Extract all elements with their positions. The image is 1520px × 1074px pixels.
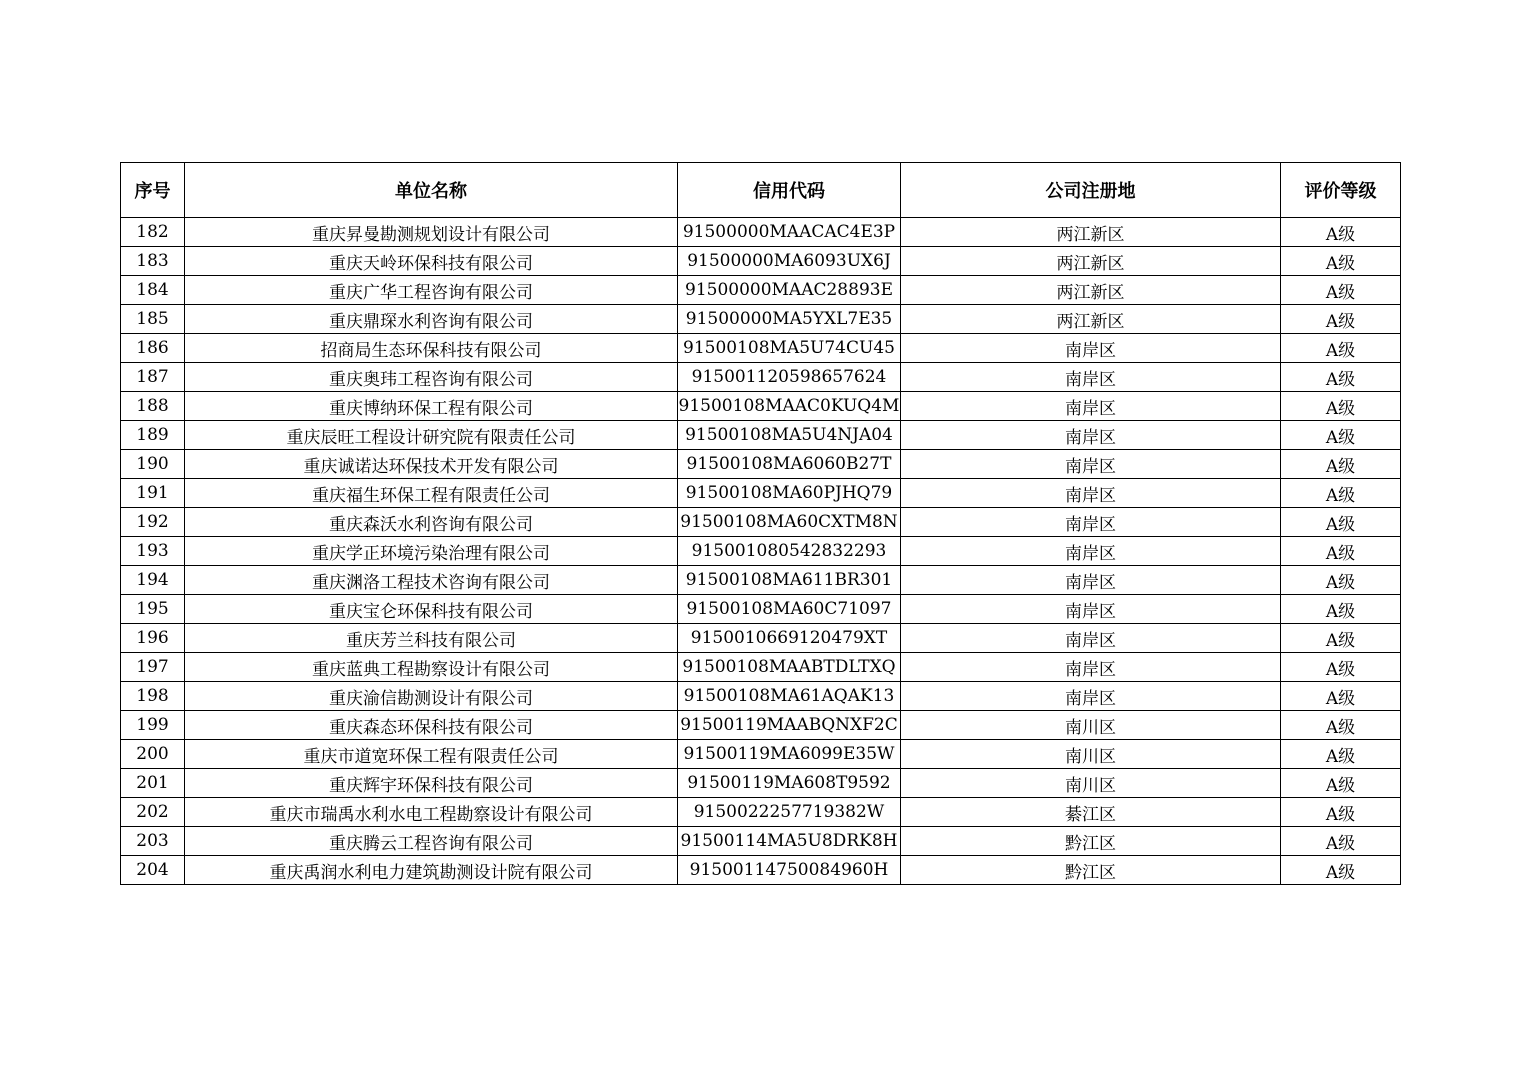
cell-code: 91500000MAACAC4E3P xyxy=(678,218,901,247)
cell-grade: A级 xyxy=(1281,421,1401,450)
cell-name: 重庆奥玮工程咨询有限公司 xyxy=(185,363,678,392)
cell-grade: A级 xyxy=(1281,508,1401,537)
cell-grade: A级 xyxy=(1281,624,1401,653)
cell-code: 91500000MAAC28893E xyxy=(678,276,901,305)
cell-region: 两江新区 xyxy=(901,247,1281,276)
header-index: 序号 xyxy=(121,163,185,218)
cell-index: 190 xyxy=(121,450,185,479)
cell-index: 195 xyxy=(121,595,185,624)
header-code: 信用代码 xyxy=(678,163,901,218)
table-row xyxy=(121,827,1401,856)
cell-name: 重庆森态环保科技有限公司 xyxy=(185,711,678,740)
cell-region: 南岸区 xyxy=(901,595,1281,624)
cell-code: 91500114750084960H xyxy=(678,856,901,885)
cell-name: 重庆昇曼勘测规划设计有限公司 xyxy=(185,218,678,247)
table-row xyxy=(121,537,1401,566)
cell-region: 綦江区 xyxy=(901,798,1281,827)
cell-index: 197 xyxy=(121,653,185,682)
cell-code: 91500000MA6093UX6J xyxy=(678,247,901,276)
cell-name: 重庆学正环境污染治理有限公司 xyxy=(185,537,678,566)
cell-code: 91500108MA6060B27T xyxy=(678,450,901,479)
cell-region: 南岸区 xyxy=(901,479,1281,508)
cell-code: 91500108MA5U4NJA04 xyxy=(678,421,901,450)
cell-name: 重庆渝信勘测设计有限公司 xyxy=(185,682,678,711)
cell-grade: A级 xyxy=(1281,827,1401,856)
cell-code: 91500119MA6099E35W xyxy=(678,740,901,769)
cell-index: 188 xyxy=(121,392,185,421)
cell-region: 南岸区 xyxy=(901,421,1281,450)
cell-index: 189 xyxy=(121,421,185,450)
cell-name: 重庆腾云工程咨询有限公司 xyxy=(185,827,678,856)
table-row xyxy=(121,653,1401,682)
cell-index: 196 xyxy=(121,624,185,653)
cell-grade: A级 xyxy=(1281,595,1401,624)
cell-grade: A级 xyxy=(1281,856,1401,885)
cell-index: 193 xyxy=(121,537,185,566)
table-row xyxy=(121,711,1401,740)
cell-region: 南岸区 xyxy=(901,334,1281,363)
cell-code: 9150010669120479XT xyxy=(678,624,901,653)
table-row xyxy=(121,798,1401,827)
cell-region: 南岸区 xyxy=(901,624,1281,653)
table-row xyxy=(121,566,1401,595)
cell-index: 191 xyxy=(121,479,185,508)
cell-index: 185 xyxy=(121,305,185,334)
cell-index: 198 xyxy=(121,682,185,711)
header-grade: 评价等级 xyxy=(1281,163,1401,218)
table-body xyxy=(121,218,1401,885)
cell-grade: A级 xyxy=(1281,218,1401,247)
cell-grade: A级 xyxy=(1281,682,1401,711)
cell-region: 南岸区 xyxy=(901,566,1281,595)
cell-region: 两江新区 xyxy=(901,276,1281,305)
cell-code: 91500119MAABQNXF2C xyxy=(678,711,901,740)
cell-code: 91500108MA60CXTM8N xyxy=(678,508,901,537)
cell-grade: A级 xyxy=(1281,740,1401,769)
cell-code: 91500108MA611BR301 xyxy=(678,566,901,595)
cell-code: 915001120598657624 xyxy=(678,363,901,392)
cell-name: 重庆芳兰科技有限公司 xyxy=(185,624,678,653)
table-row xyxy=(121,856,1401,885)
cell-grade: A级 xyxy=(1281,479,1401,508)
cell-region: 两江新区 xyxy=(901,218,1281,247)
cell-grade: A级 xyxy=(1281,334,1401,363)
cell-name: 重庆市道宽环保工程有限责任公司 xyxy=(185,740,678,769)
cell-code: 91500108MA5U74CU45 xyxy=(678,334,901,363)
table-row xyxy=(121,247,1401,276)
cell-region: 南岸区 xyxy=(901,508,1281,537)
table-row xyxy=(121,392,1401,421)
table-row xyxy=(121,450,1401,479)
table-row xyxy=(121,595,1401,624)
table-row xyxy=(121,305,1401,334)
credit-evaluation-table xyxy=(120,162,1401,885)
cell-code: 91500000MA5YXL7E35 xyxy=(678,305,901,334)
cell-code: 9150022257719382W xyxy=(678,798,901,827)
cell-region: 南岸区 xyxy=(901,537,1281,566)
cell-index: 199 xyxy=(121,711,185,740)
cell-code: 91500114MA5U8DRK8H xyxy=(678,827,901,856)
header-name: 单位名称 xyxy=(185,163,678,218)
cell-name: 重庆辰旺工程设计研究院有限责任公司 xyxy=(185,421,678,450)
cell-index: 201 xyxy=(121,769,185,798)
cell-index: 184 xyxy=(121,276,185,305)
cell-index: 186 xyxy=(121,334,185,363)
cell-index: 182 xyxy=(121,218,185,247)
cell-name: 重庆广华工程咨询有限公司 xyxy=(185,276,678,305)
cell-name: 重庆市瑞禹水利水电工程勘察设计有限公司 xyxy=(185,798,678,827)
cell-name: 重庆宝仑环保科技有限公司 xyxy=(185,595,678,624)
cell-region: 南川区 xyxy=(901,711,1281,740)
cell-region: 南岸区 xyxy=(901,653,1281,682)
cell-code: 91500108MA61AQAK13 xyxy=(678,682,901,711)
cell-grade: A级 xyxy=(1281,566,1401,595)
cell-index: 192 xyxy=(121,508,185,537)
cell-index: 200 xyxy=(121,740,185,769)
cell-grade: A级 xyxy=(1281,392,1401,421)
cell-grade: A级 xyxy=(1281,363,1401,392)
cell-name: 重庆森沃水利咨询有限公司 xyxy=(185,508,678,537)
table-row xyxy=(121,218,1401,247)
cell-index: 202 xyxy=(121,798,185,827)
cell-grade: A级 xyxy=(1281,653,1401,682)
cell-grade: A级 xyxy=(1281,537,1401,566)
cell-region: 南岸区 xyxy=(901,450,1281,479)
cell-name: 重庆辉宇环保科技有限公司 xyxy=(185,769,678,798)
table-row xyxy=(121,421,1401,450)
cell-region: 南岸区 xyxy=(901,682,1281,711)
cell-code: 91500108MA60PJHQ79 xyxy=(678,479,901,508)
cell-grade: A级 xyxy=(1281,305,1401,334)
cell-name: 重庆天岭环保科技有限公司 xyxy=(185,247,678,276)
cell-grade: A级 xyxy=(1281,247,1401,276)
cell-region: 南岸区 xyxy=(901,363,1281,392)
cell-name: 招商局生态环保科技有限公司 xyxy=(185,334,678,363)
cell-code: 91500108MAAC0KUQ4M xyxy=(678,392,901,421)
table-row xyxy=(121,682,1401,711)
table-row xyxy=(121,740,1401,769)
table-row xyxy=(121,508,1401,537)
table-header-row xyxy=(121,163,1401,218)
cell-code: 91500119MA608T9592 xyxy=(678,769,901,798)
cell-grade: A级 xyxy=(1281,798,1401,827)
table-row xyxy=(121,769,1401,798)
cell-region: 南川区 xyxy=(901,740,1281,769)
cell-region: 黔江区 xyxy=(901,827,1281,856)
table-row xyxy=(121,624,1401,653)
cell-index: 194 xyxy=(121,566,185,595)
cell-region: 两江新区 xyxy=(901,305,1281,334)
cell-code: 91500108MA60C71097 xyxy=(678,595,901,624)
cell-name: 重庆福生环保工程有限责任公司 xyxy=(185,479,678,508)
cell-name: 重庆诚诺达环保技术开发有限公司 xyxy=(185,450,678,479)
cell-grade: A级 xyxy=(1281,276,1401,305)
header-region: 公司注册地 xyxy=(901,163,1281,218)
cell-name: 重庆博纳环保工程有限公司 xyxy=(185,392,678,421)
table-row xyxy=(121,276,1401,305)
cell-index: 187 xyxy=(121,363,185,392)
cell-name: 重庆蓝典工程勘察设计有限公司 xyxy=(185,653,678,682)
cell-grade: A级 xyxy=(1281,450,1401,479)
cell-region: 南川区 xyxy=(901,769,1281,798)
table-row xyxy=(121,363,1401,392)
cell-region: 南岸区 xyxy=(901,392,1281,421)
table-row xyxy=(121,479,1401,508)
cell-name: 重庆禹润水利电力建筑勘测设计院有限公司 xyxy=(185,856,678,885)
cell-index: 183 xyxy=(121,247,185,276)
cell-index: 204 xyxy=(121,856,185,885)
cell-code: 91500108MAABTDLTXQ xyxy=(678,653,901,682)
table-row xyxy=(121,334,1401,363)
cell-code: 915001080542832293 xyxy=(678,537,901,566)
cell-grade: A级 xyxy=(1281,769,1401,798)
cell-grade: A级 xyxy=(1281,711,1401,740)
cell-index: 203 xyxy=(121,827,185,856)
cell-name: 重庆鼎琛水利咨询有限公司 xyxy=(185,305,678,334)
cell-region: 黔江区 xyxy=(901,856,1281,885)
cell-name: 重庆渊洛工程技术咨询有限公司 xyxy=(185,566,678,595)
